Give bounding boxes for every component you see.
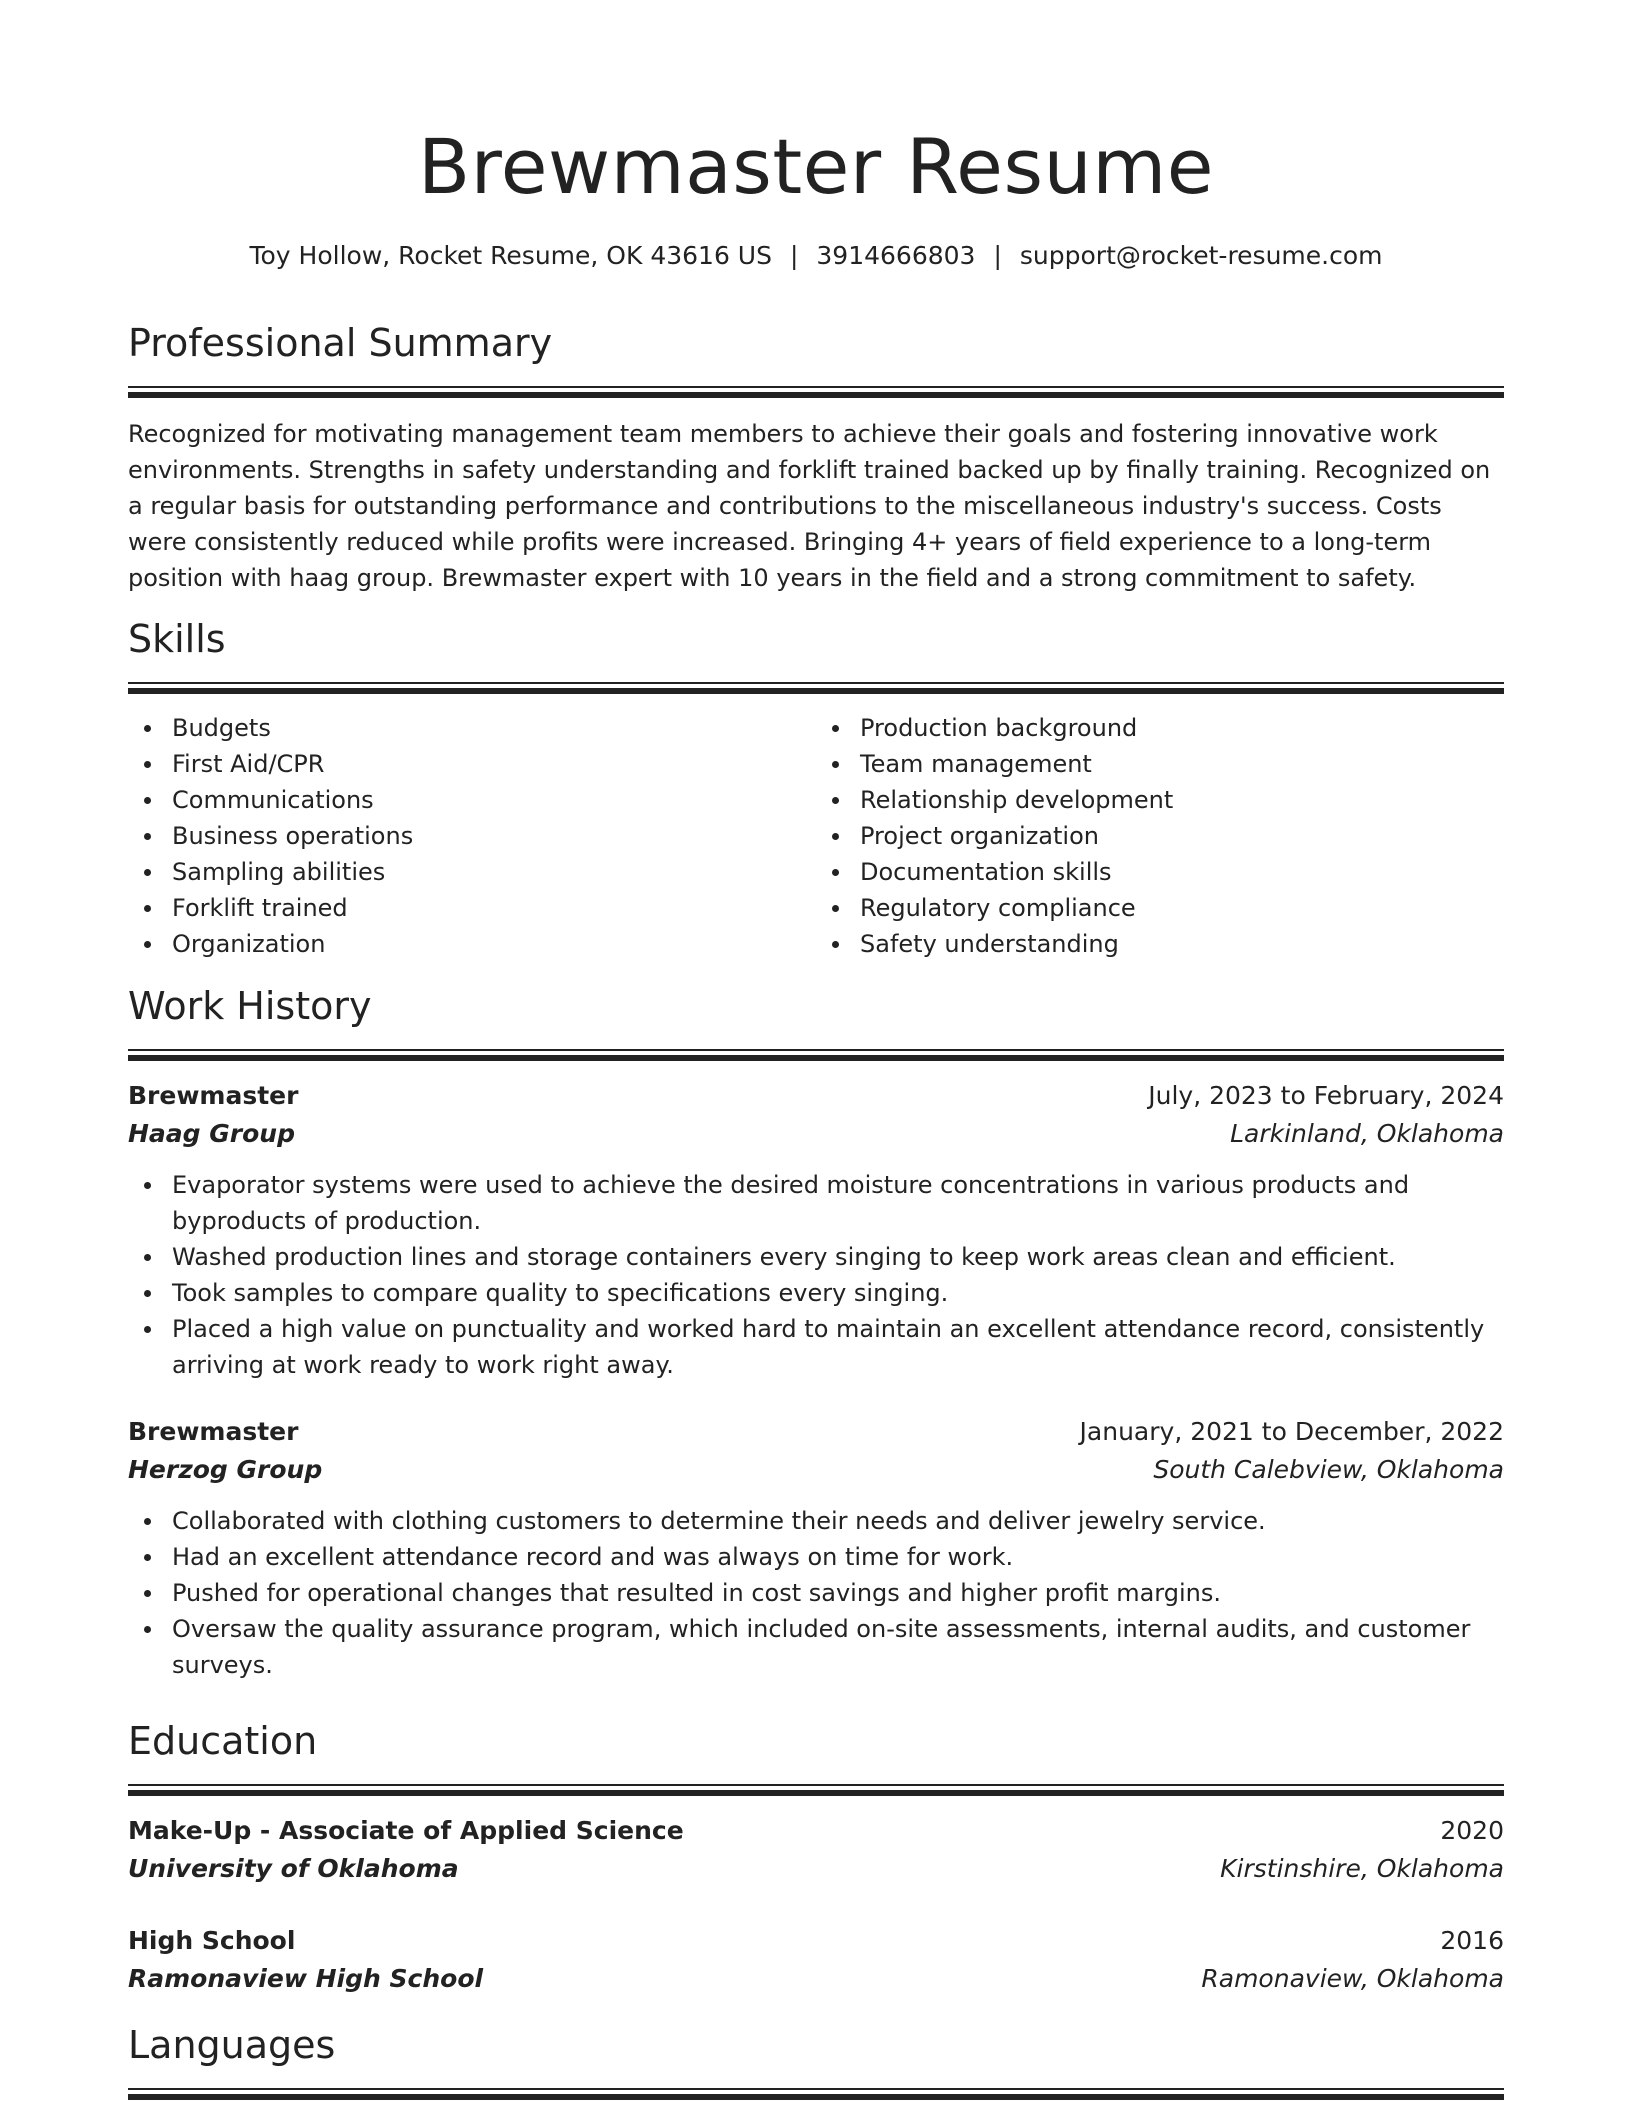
job-location: South Calebview, Oklahoma	[1153, 1455, 1504, 1484]
section-heading-education: Education	[128, 1719, 318, 1763]
job-entry	[128, 1077, 1504, 1383]
resume-title: Brewmaster Resume	[418, 122, 1214, 211]
job-bullet: Placed a high value on punctuality and worked hard to maintain an excellent attendance record, consistently arriving at work ready to work right away.	[172, 1311, 1504, 1383]
education-degree: High School	[128, 1926, 296, 1955]
education-school: University of Oklahoma	[128, 1854, 459, 1883]
section-divider	[128, 2088, 1504, 2100]
skill-item: Organization	[172, 926, 816, 962]
education-school: Ramonaview High School	[128, 1964, 484, 1993]
job-bullets	[128, 1167, 1504, 1383]
skill-item: Business operations	[172, 818, 816, 854]
skills-list-left	[128, 710, 816, 962]
contact-separator: |	[789, 241, 799, 270]
job-title: Brewmaster	[128, 1081, 299, 1110]
education-degree: Make-Up - Associate of Applied Science	[128, 1816, 684, 1845]
skill-item: First Aid/CPR	[172, 746, 816, 782]
skill-item: Communications	[172, 782, 816, 818]
section-heading-work: Work History	[128, 984, 372, 1028]
job-bullets	[128, 1503, 1504, 1683]
skills-columns	[128, 710, 1504, 962]
skills-list-right	[816, 710, 1504, 962]
skill-item: Safety understanding	[860, 926, 1504, 962]
education-entry	[128, 1812, 1504, 1888]
job-location: Larkinland, Oklahoma	[1230, 1119, 1504, 1148]
skill-item: Regulatory compliance	[860, 890, 1504, 926]
contact-address: Toy Hollow, Rocket Resume, OK 43616 US	[249, 241, 772, 270]
skill-item: Relationship development	[860, 782, 1504, 818]
job-company: Herzog Group	[128, 1455, 323, 1484]
job-bullet: Oversaw the quality assurance program, which included on-site assessments, internal audits, and customer surveys.	[172, 1611, 1504, 1683]
summary-text: Recognized for motivating management team members to achieve their goals and fostering innovative work environments. Strengths in safety understanding and forklift trained backed up by finally training. Recognized on a regular basis for outstanding performance and contributions to the miscellaneous industry's success. Costs were consistently reduced while profits were increased. Bringing 4+ years of field experience to a long-term position with haag group. Brewmaster expert with 10 years in the field and a strong commitment to safety.	[128, 420, 1491, 592]
job-entry	[128, 1413, 1504, 1683]
job-company: Haag Group	[128, 1119, 295, 1148]
education-entry	[128, 1922, 1504, 1998]
section-divider	[128, 1049, 1504, 1061]
section-divider	[128, 1784, 1504, 1796]
education-year: 2020	[1440, 1816, 1504, 1845]
skills-section	[128, 614, 1504, 962]
section-heading-skills: Skills	[128, 617, 226, 661]
job-title: Brewmaster	[128, 1417, 299, 1446]
job-dates: January, 2021 to December, 2022	[1079, 1417, 1504, 1446]
job-bullet: Evaporator systems were used to achieve the desired moisture concentrations in various products and byproducts of production.	[172, 1167, 1504, 1239]
job-bullet: Had an excellent attendance record and was always on time for work.	[172, 1539, 1504, 1575]
section-divider	[128, 682, 1504, 694]
education-year: 2016	[1440, 1926, 1504, 1955]
skill-item: Sampling abilities	[172, 854, 816, 890]
skill-item: Production background	[860, 710, 1504, 746]
skill-item: Forklift trained	[172, 890, 816, 926]
job-dates: July, 2023 to February, 2024	[1148, 1081, 1504, 1110]
contact-phone: 3914666803	[816, 241, 976, 270]
job-bullet: Pushed for operational changes that resulted in cost savings and higher profit margins.	[172, 1575, 1504, 1611]
section-heading-summary: Professional Summary	[128, 321, 553, 365]
education-location: Kirstinshire, Oklahoma	[1220, 1854, 1504, 1883]
contact-email: support@rocket-resume.com	[1019, 241, 1383, 270]
job-bullet: Washed production lines and storage containers every singing to keep work areas clean and efficient.	[172, 1239, 1504, 1275]
skill-item: Documentation skills	[860, 854, 1504, 890]
skill-item: Project organization	[860, 818, 1504, 854]
section-heading-languages: Languages	[128, 2023, 336, 2067]
job-bullet: Took samples to compare quality to specifications every singing.	[172, 1275, 1504, 1311]
skill-item: Team management	[860, 746, 1504, 782]
contact-separator: |	[993, 241, 1002, 270]
contact-line	[128, 238, 1504, 274]
education-location: Ramonaview, Oklahoma	[1201, 1964, 1504, 1993]
summary-section	[128, 318, 1504, 596]
job-bullet: Collaborated with clothing customers to determine their needs and deliver jewelry service.	[172, 1503, 1504, 1539]
education-section	[128, 1716, 1504, 1998]
languages-section	[128, 2020, 1504, 2100]
skill-item: Budgets	[172, 710, 816, 746]
work-history-section	[128, 981, 1504, 1683]
section-divider	[128, 386, 1504, 398]
